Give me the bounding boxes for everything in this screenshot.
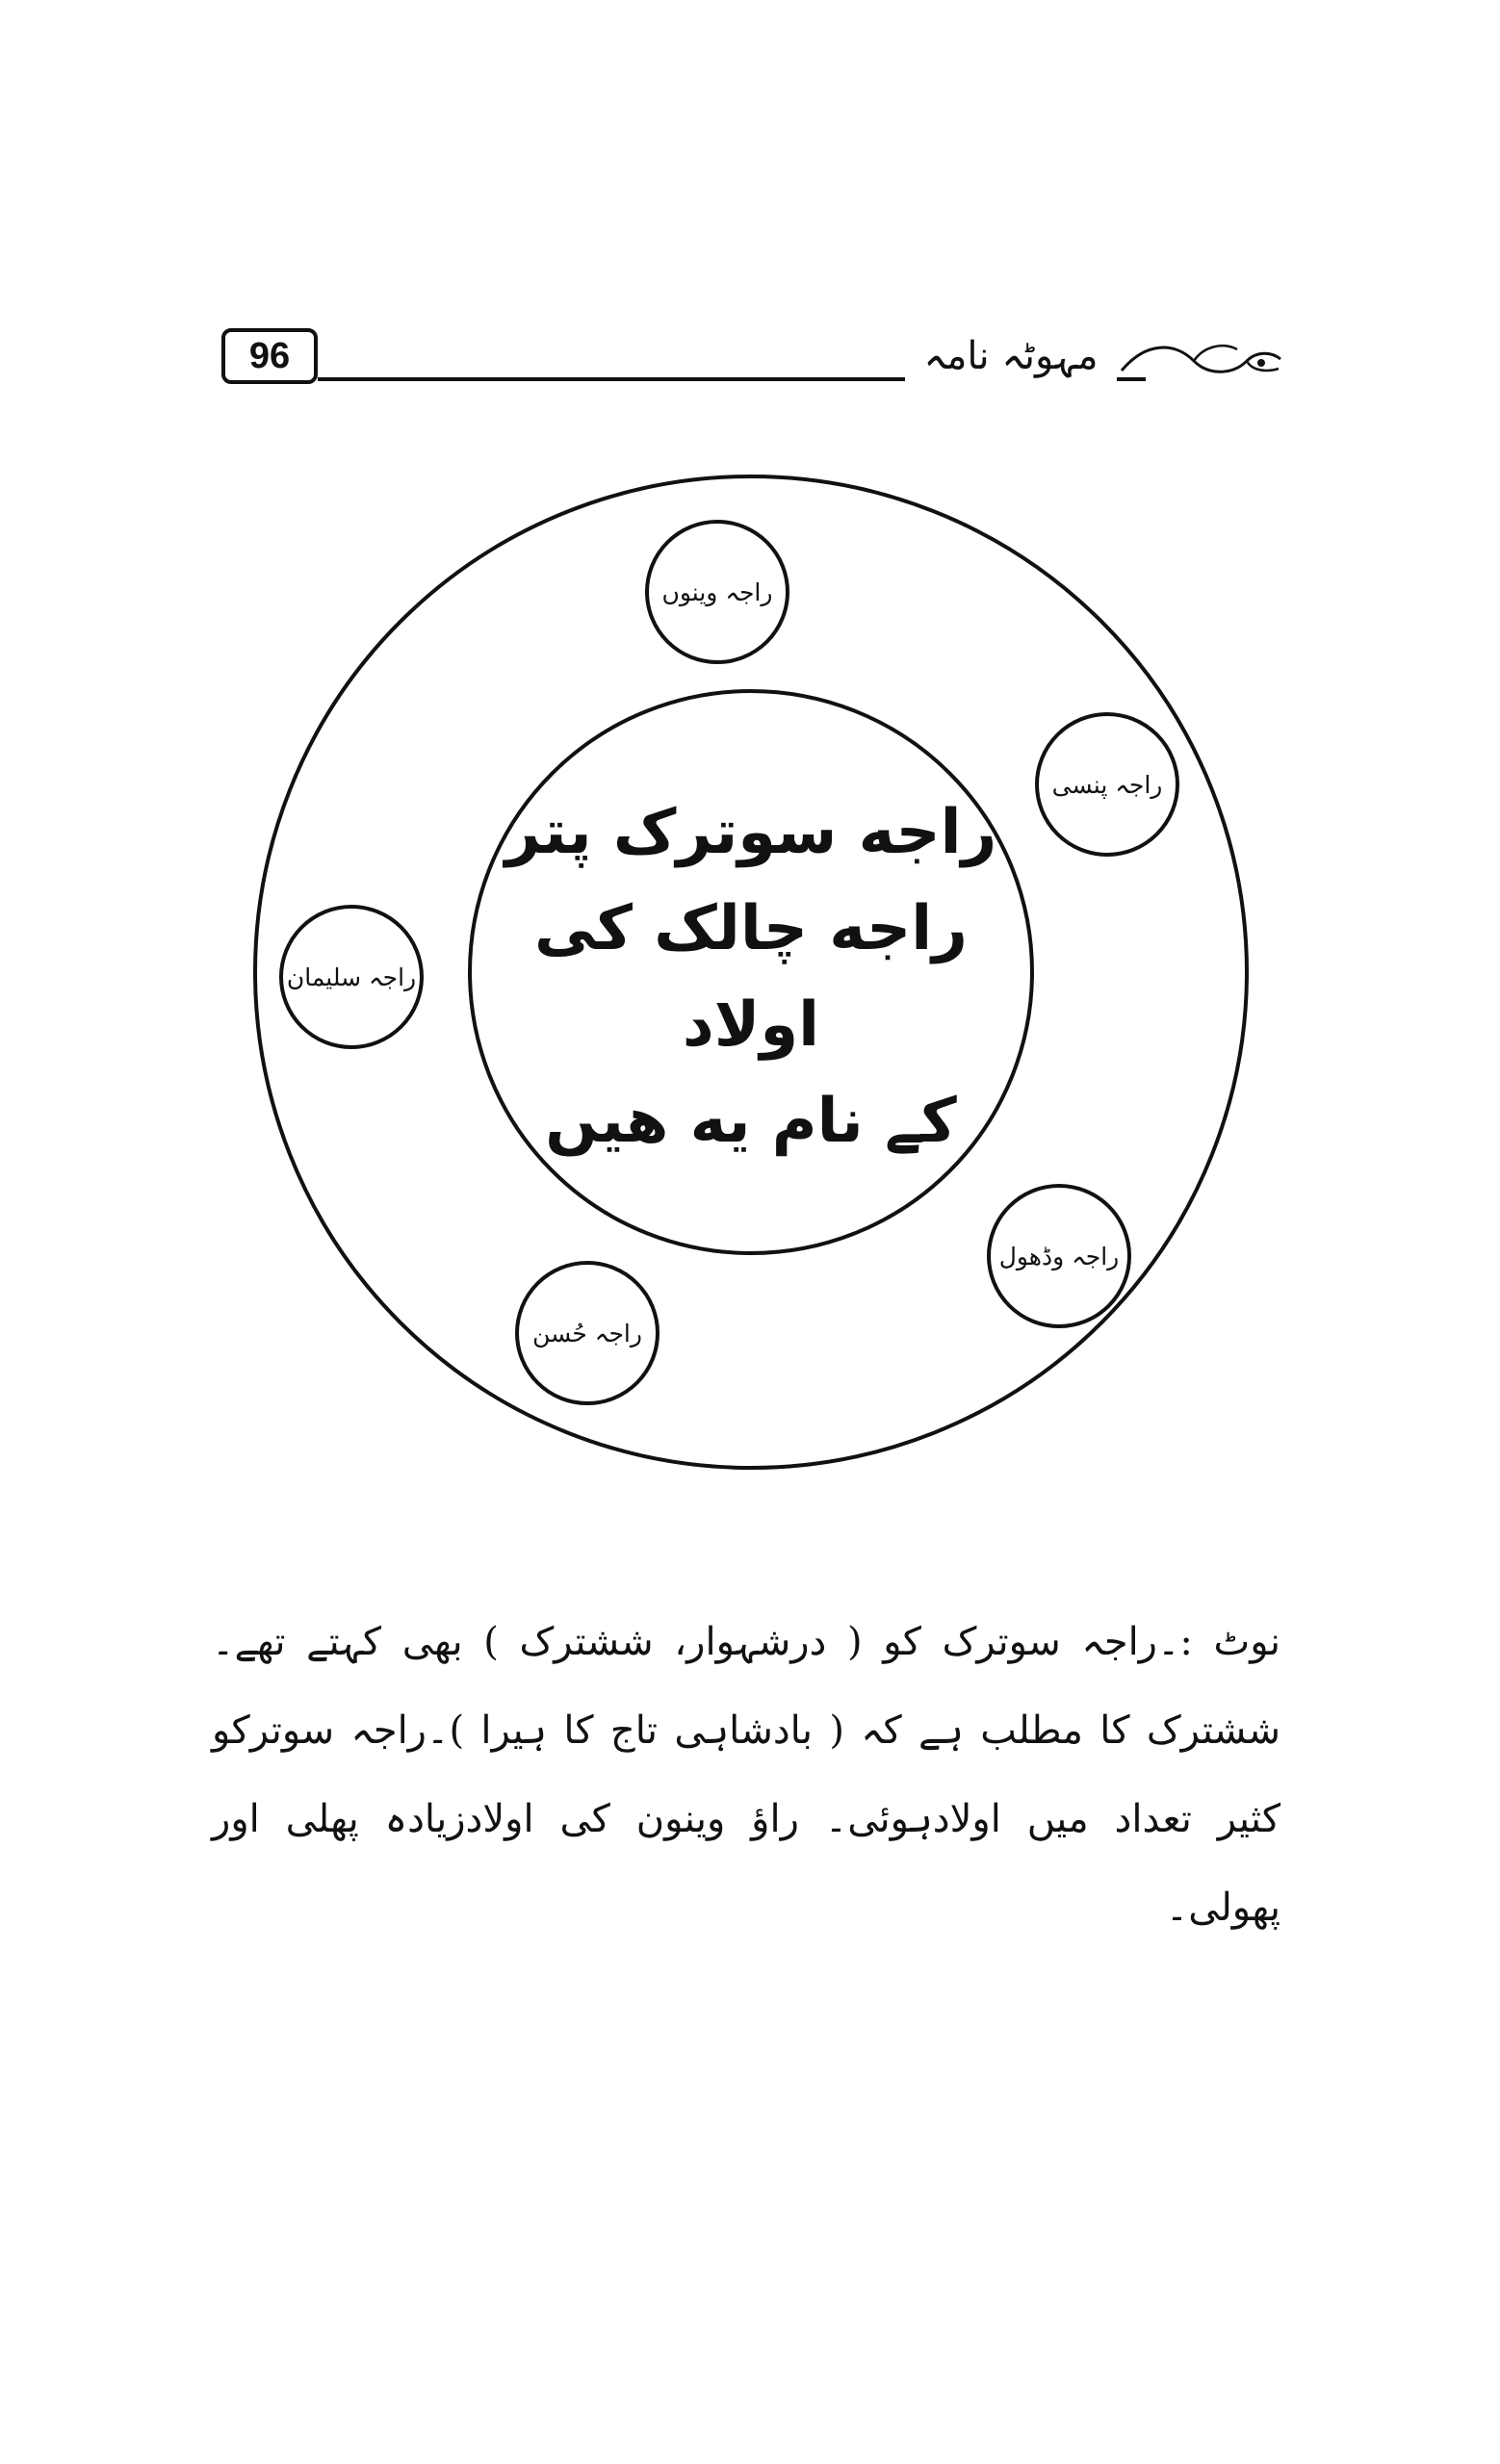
name-label: راجہ سلیمان <box>286 962 417 991</box>
center-line: راجه چالک کی اولاد <box>534 893 968 1061</box>
name-circle-pansi <box>1035 712 1179 857</box>
name-label: راجہ پنسی <box>1051 770 1163 799</box>
name-circle-sulaiman <box>279 905 424 1049</box>
name-circle-wadhol <box>987 1184 1131 1328</box>
note-paragraph: نوٹ :۔راجہ سوترک کو ( درشہوار، ششترک ) بھی کہتے تھے۔ششترک کا مطلب ہے کہ ( بادشاہی تاج کا ہیرا )۔راجہ سوترکو کثیر تعداد میں اولادہوئی۔ راؤ وینون کی اولادزیادہ پھلی اور پھولی۔ <box>212 1620 1280 1930</box>
name-label: راجہ وڈھول <box>998 1242 1120 1270</box>
center-line: راجه سوترک پتر <box>504 797 997 868</box>
page-number: 96 <box>221 328 318 384</box>
name-label: راجہ حُسن <box>532 1319 642 1348</box>
name-circle-veeno <box>645 520 789 664</box>
name-circle-husn <box>515 1261 659 1405</box>
center-title <box>481 797 1021 1157</box>
book-title: مہوٹہ نامہ <box>905 327 1117 385</box>
center-line: کے نام یه هیں <box>545 1086 957 1157</box>
name-label: راجہ وینوں <box>661 578 773 606</box>
